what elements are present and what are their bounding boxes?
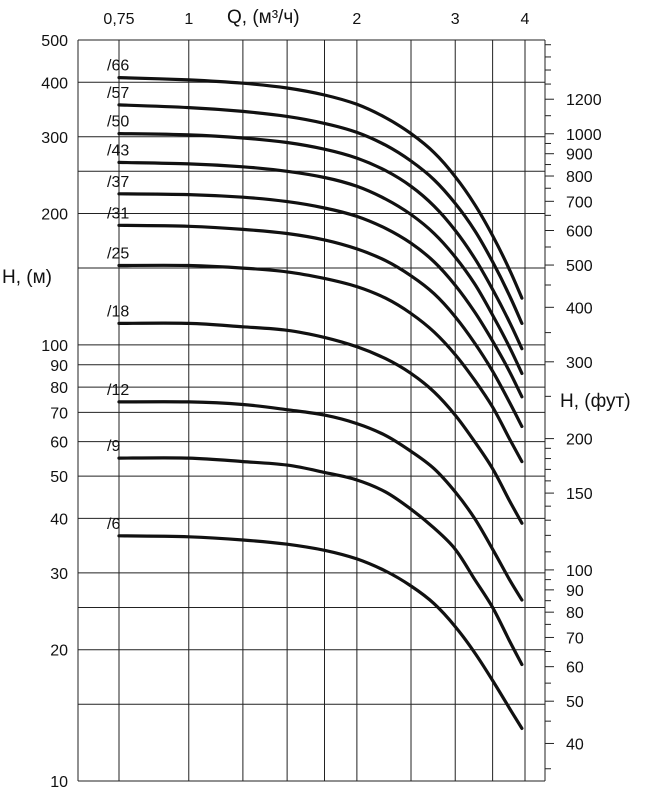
series-label: /66 <box>107 57 130 75</box>
series-label: /50 <box>107 113 130 131</box>
y-tick-label-right: 100 <box>566 562 593 580</box>
series-curve-6 <box>119 536 522 729</box>
y-tick-label-left: 90 <box>50 357 68 375</box>
y-tick-label-right: 700 <box>566 194 593 212</box>
y-tick-label-left: 20 <box>50 642 68 660</box>
y-tick-label-left: 300 <box>41 129 68 147</box>
series-curve-18 <box>119 323 522 523</box>
y-tick-label-left: 10 <box>50 774 68 791</box>
series-curve-37 <box>119 194 522 397</box>
series-label: /31 <box>107 205 130 223</box>
y-tick-label-left: 50 <box>50 469 68 487</box>
series-label: /18 <box>107 303 130 321</box>
y-tick-label-left: 100 <box>41 337 68 355</box>
series-label: /37 <box>107 173 130 191</box>
y-tick-label-left: 500 <box>41 33 68 50</box>
y-tick-label-right: 50 <box>566 694 584 712</box>
series-label: /43 <box>107 142 130 160</box>
series-curve-50 <box>119 134 522 349</box>
x-tick-label: 2 <box>352 11 362 28</box>
y-tick-label-left: 30 <box>50 565 68 583</box>
y-tick-label-right: 300 <box>566 354 593 372</box>
y-axis-title-right: H, (фут) <box>560 391 631 412</box>
y-tick-label-right: 70 <box>566 630 584 648</box>
grid <box>78 40 545 781</box>
y-tick-label-right: 800 <box>566 169 593 187</box>
x-tick-label: 1 <box>184 11 194 28</box>
x-tick-label: 3 <box>450 11 460 28</box>
y-tick-label-right: 1000 <box>566 126 602 144</box>
series-label: /57 <box>107 84 130 102</box>
y-tick-label-right: 500 <box>566 258 593 276</box>
x-axis-title: Q, (м³/ч) <box>227 7 300 28</box>
y-tick-label-left: 80 <box>50 380 68 398</box>
series-label: /12 <box>107 381 130 399</box>
y-tick-label-left: 60 <box>50 434 68 452</box>
series-curves <box>119 78 522 729</box>
y-axis-title-left: H, (м) <box>2 267 52 288</box>
y-tick-label-right: 600 <box>566 223 593 241</box>
series-label: /9 <box>107 438 121 456</box>
series-curve-12 <box>119 402 522 600</box>
y-tick-label-right: 200 <box>566 431 593 449</box>
y-tick-label-right: 400 <box>566 300 593 318</box>
y-tick-label-right: 150 <box>566 486 593 504</box>
y-tick-label-left: 70 <box>50 405 68 423</box>
y-tick-label-right: 60 <box>566 659 584 677</box>
y-tick-label-left: 40 <box>50 511 68 529</box>
y-tick-label-right: 40 <box>566 736 584 754</box>
x-tick-label: 4 <box>520 11 530 28</box>
y-tick-label-right: 80 <box>566 605 584 623</box>
curve-labels <box>107 58 129 533</box>
y-tick-label-right: 900 <box>566 146 593 164</box>
y-tick-label-left: 400 <box>41 75 68 93</box>
series-curve-31 <box>119 225 522 426</box>
y-tick-label-left: 200 <box>41 206 68 224</box>
y-tick-label-right: 90 <box>566 582 584 600</box>
y-tick-label-right: 1200 <box>566 92 602 110</box>
series-label: /25 <box>107 245 130 263</box>
series-label: /6 <box>107 515 121 533</box>
x-tick-label: 0,75 <box>103 11 135 28</box>
